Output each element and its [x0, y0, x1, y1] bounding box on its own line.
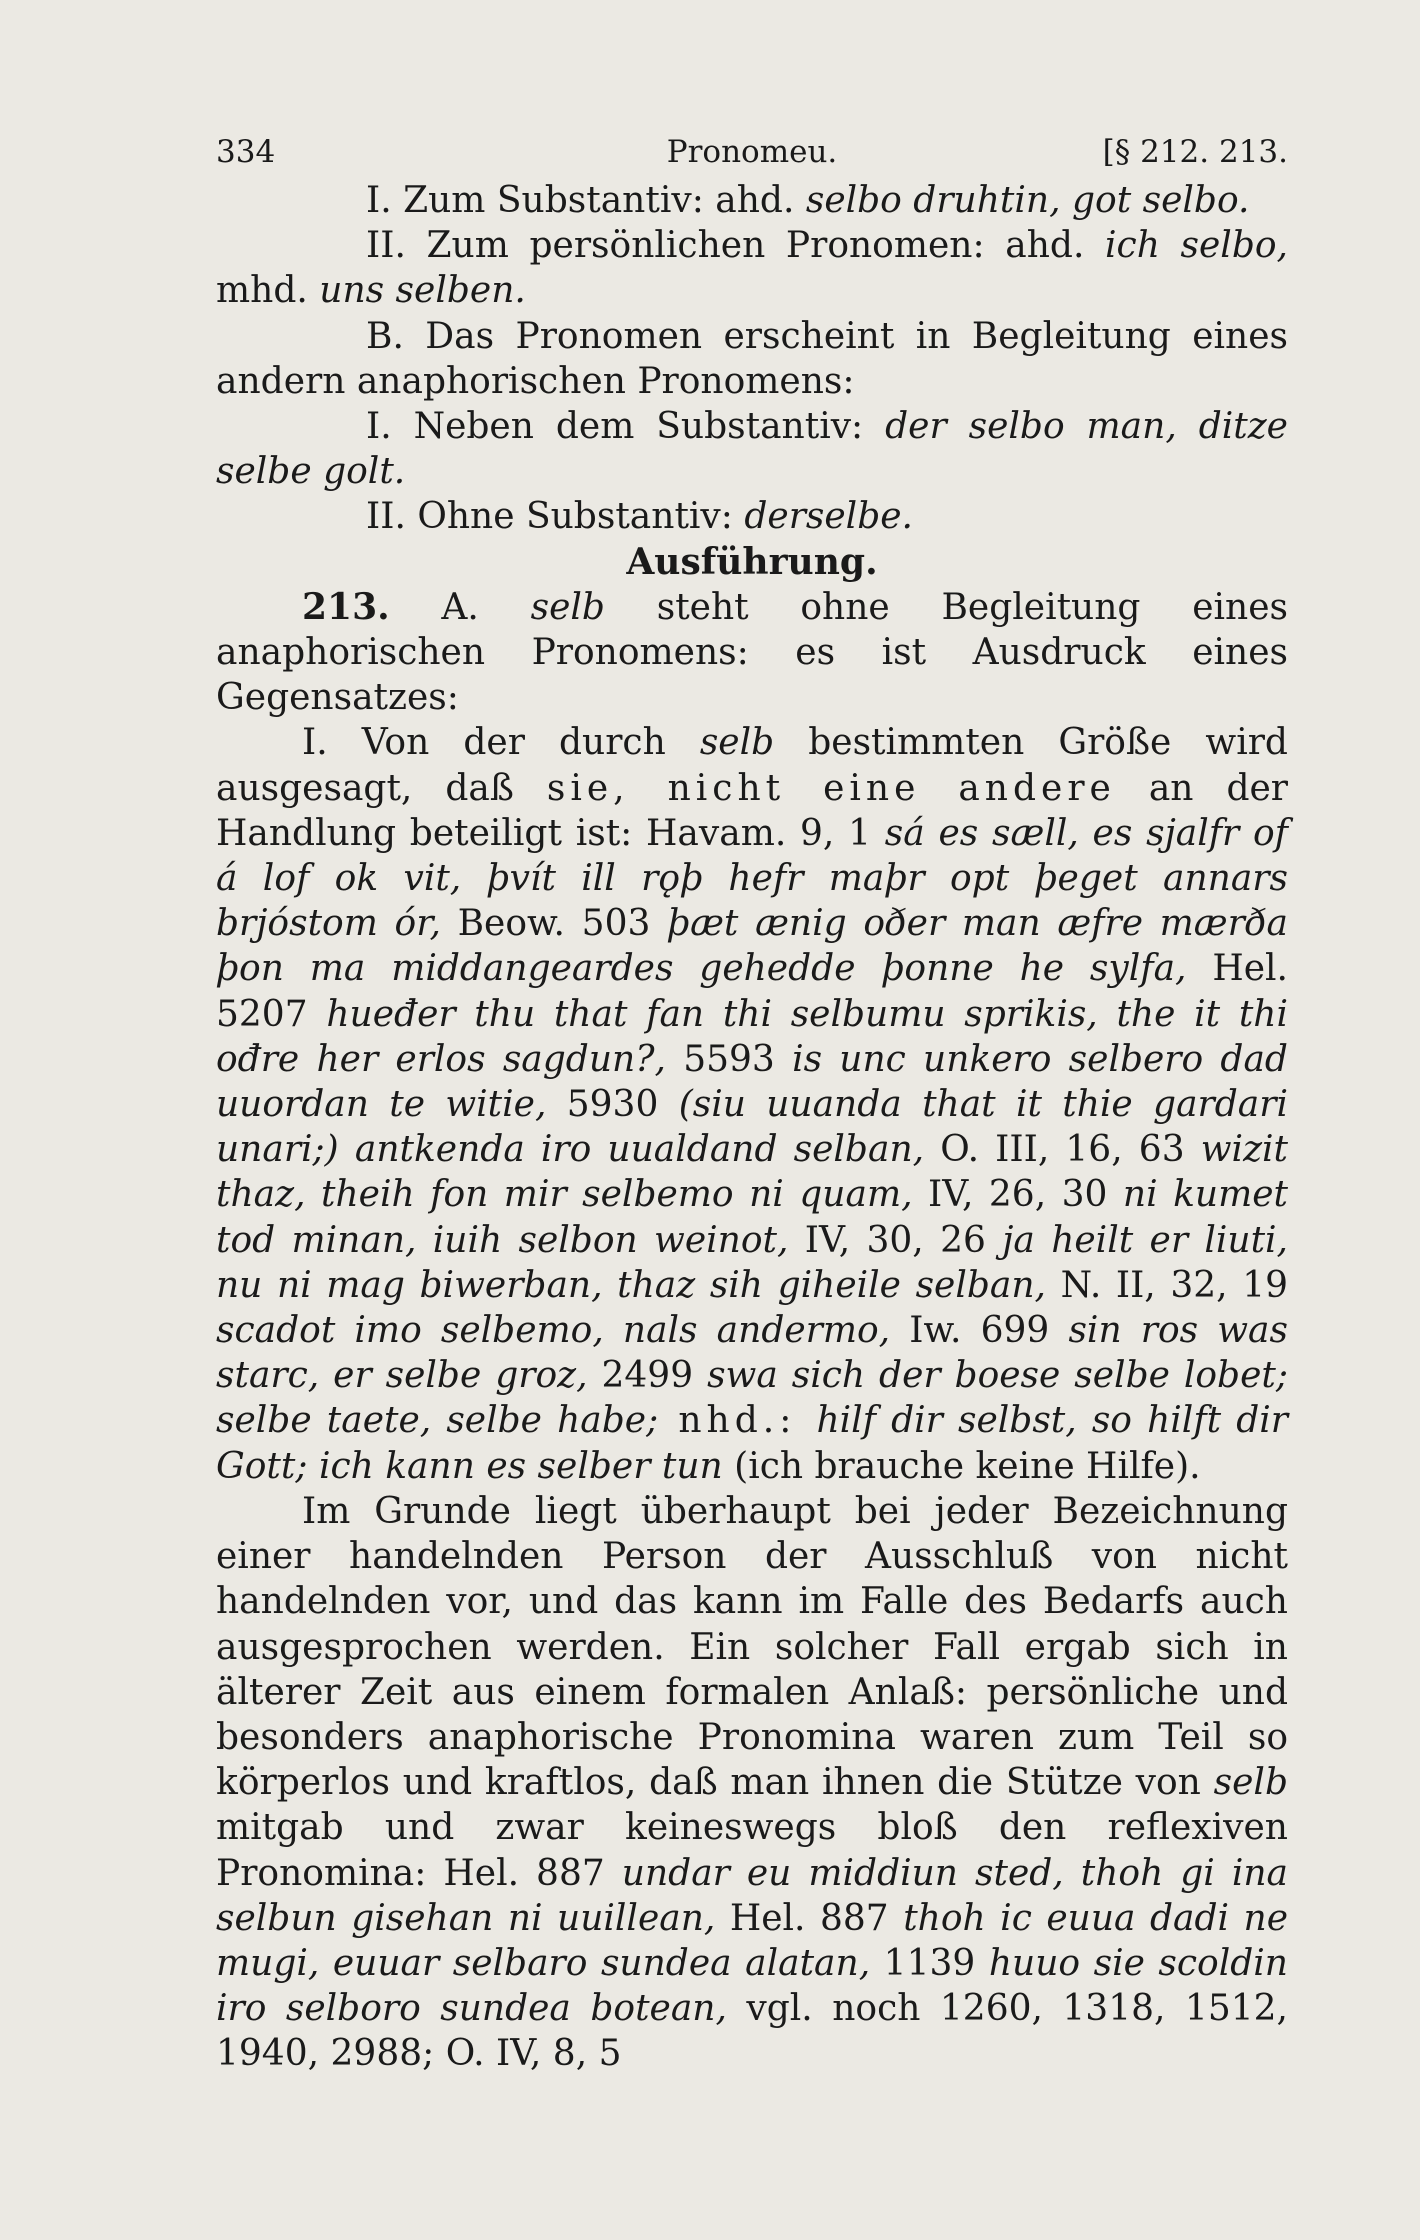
paragraph-grunde: Im Grunde liegt überhaupt bei jeder Bezeichnung einer handelnden Person der Ausschluß von nicht handelnden vor, und das kann im Falle des Bedarfs auch ausgesprochen werden. Ein solcher Fall ergab sich in älterer Zeit aus einem formalen Anlaß: persönliche und besonders anaphorische Pronomina waren zum Teil so körperlos und kraftlos, daß man ihnen die Stütze von selb mitgab und zwar keineswegs bloß den reflexiven Pronomina: Hel. 887 undar eu middiun sted, thoh gi ina selbun gisehan ni uuillean, Hel. 887 thoh ic euua dadi ne mugi, euuar selbaro sundea alatan, 1139 huuo sie scoldin iro selboro sundea botean, vgl. noch 1260, 1318, 1512, 1940, 2988; O. IV, 8, 5 — [216, 1490, 1289, 2075]
running-header — [216, 132, 1288, 172]
line-neben-substantiv: I. Neben dem Substantiv: der selbo man, ditze selbe golt. — [216, 406, 1288, 493]
page-body — [216, 178, 1288, 2077]
paragraph-examples: I. Von der durch selb bestimmten Größe wird ausgesagt, daß sie, nicht eine andere an der Handlung beteiligt ist: Havam. 9, 1 sá es sæll, es sjalfr of á lof ok vit, þvít ill rǫþ hefr maþr opt þeget annars brjóstom ór, Beow. 503 þæt ænig oðer man æfre mærða þon ma middangeardes gehedde þonne he sylfa, Hel. 5207 hueđer thu that fan thi selbumu sprikis, the it thi ođre her erlos sagdun?, 5593 is unc unkero selbero dad uuordan te witie, 5930 (siu uuanda that it thie gardari unari;) antkenda iro uualdand selban, O. III, 16, 63 wizit thaz, theih fon mir selbemo ni quam, IV, 26, 30 ni kumet tod minan, iuih selbon weinot, IV, 30, 26 ja heilt er liuti, nu ni mag biwerban, thaz sih giheile selban, N. II, 32, 19 scadot imo selbemo, nals andermo, Iw. 699 sin ros was starc, er selbe groz, 2499 swa sich der boese selbe lobet; selbe taete, selbe habe; nhd.: hilf dir selbst, so hilft dir Gott; ich kann es selber tun (ich brauche keine Hilfe). — [216, 722, 1289, 1487]
line-pronomen: II. Zum persönlichen Pronomen: ahd. ich selbo, mhd. uns selben. — [216, 225, 1288, 312]
running-title: Pronomeu. — [666, 134, 838, 170]
page-number: 334 — [216, 134, 276, 170]
section-reference: [§ 212. 213. — [1102, 134, 1288, 170]
section-heading: Ausführung. — [626, 540, 878, 583]
line-ohne-substantiv: II. Ohne Substantiv: derselbe. — [366, 496, 913, 538]
paragraph-213: 213. A. selb steht ohne Begleitung eines anaphorischen Pronomens: es ist Ausdruck eines Gegensatzes: — [216, 585, 1289, 719]
paragraph-b: B. Das Pronomen erscheint in Begleitung eines andern anaphorischen Pronomens: — [216, 315, 1288, 402]
line-substantiv: I. Zum Substantiv: ahd. selbo druhtin, got selbo. — [366, 180, 1250, 221]
